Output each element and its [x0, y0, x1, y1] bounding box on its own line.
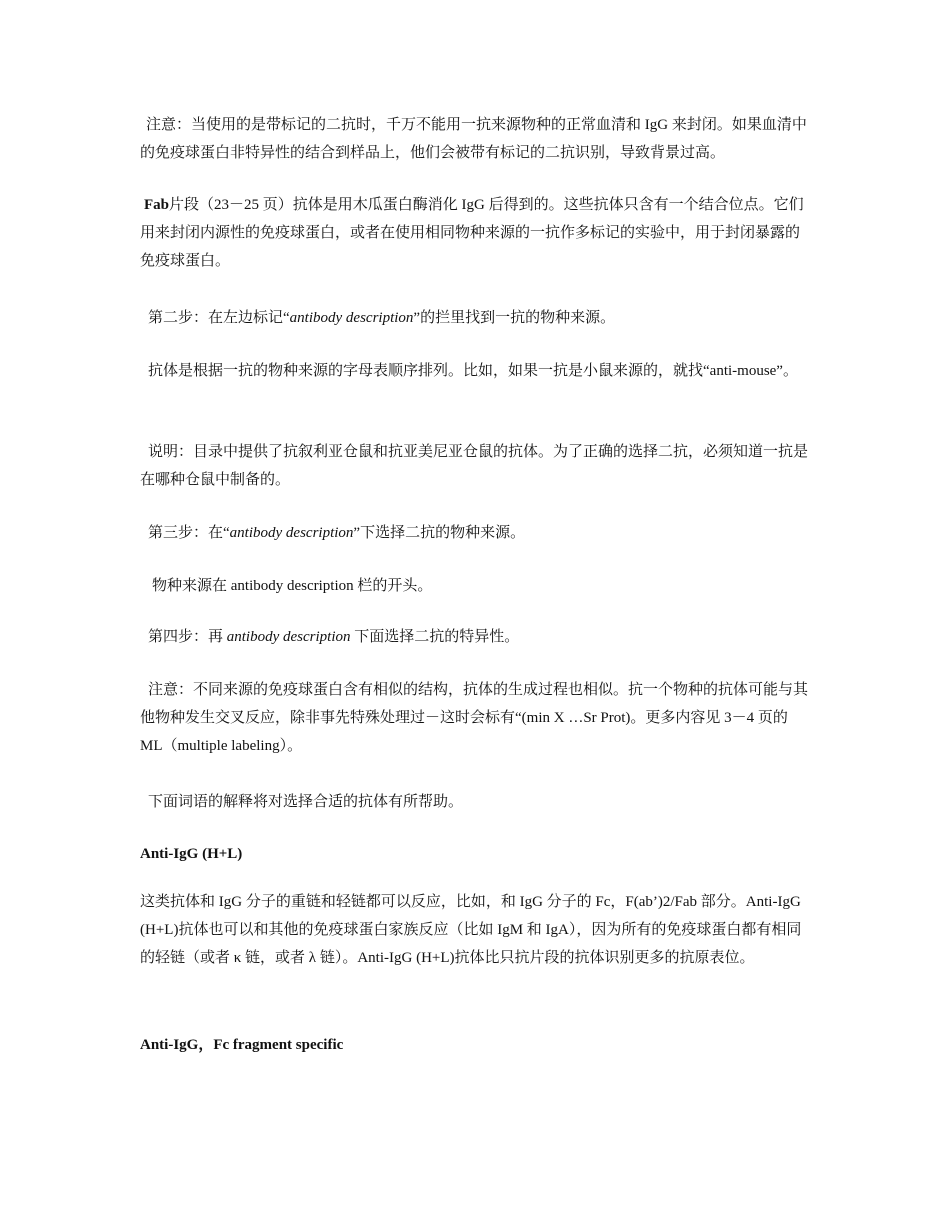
paragraph-text: 下面词语的解释将对选择合适的抗体有所帮助。 [148, 794, 464, 810]
paragraph-cross-reactivity-note [140, 676, 808, 760]
paragraph-note-secondary-labeled [140, 111, 808, 167]
antibody-description-term: antibody description [289, 310, 414, 326]
heading-text: Anti-IgG，Fc fragment specific [140, 1037, 344, 1053]
fab-term: Fab [144, 197, 170, 213]
paragraph-text: 抗体是根据一抗的物种来源的字母表顺序排列。比如，如果一抗是小鼠来源的，就找“anti-mouse”。 [148, 363, 798, 379]
paragraph-text: 注意：当使用的是带标记的二抗时，千万不能用一抗来源物种的正常血清和 IgG 来封闭。如果血清中的免疫球蛋白非特异性的结合到样品上，他们会被带有标记的二抗识别，导致背景过高。 [140, 117, 807, 161]
paragraph-text-post: ”下选择二抗的物种来源。 [353, 525, 526, 541]
paragraph-text: 物种来源在 antibody description 栏的开头。 [152, 578, 433, 594]
paragraph-text-post: 下面选择二抗的特异性。 [350, 629, 520, 645]
antibody-description-term: antibody description [226, 629, 351, 645]
paragraph-text-pre: 第四步：再 [148, 629, 227, 645]
paragraph-step-three [140, 519, 808, 547]
paragraph-text-post: ”的拦里找到一抗的物种来源。 [413, 310, 616, 326]
paragraph-step-two [140, 304, 808, 332]
paragraph-species-origin [140, 572, 808, 600]
paragraph-text: 这类抗体和 IgG 分子的重链和轻链都可以反应，比如，和 IgG 分子的 Fc，F(ab’)2/Fab 部分。Anti-IgG (H+L)抗体也可以和其他的免疫球蛋白家族反应（比如 IgM 和 IgA），因为所有的免疫球蛋白都有相同的轻链（或者 κ 链，或者 λ 链）。Anti-IgG (H+L)抗体比只抗片段的抗体识别更多的抗原表位。 [140, 894, 802, 966]
heading-anti-igg-fc [140, 1031, 808, 1059]
paragraph-text: 说明：目录中提供了抗叙利亚仓鼠和抗亚美尼亚仓鼠的抗体。为了正确的选择二抗，必须知道一抗是在哪种仓鼠中制备的。 [140, 444, 809, 488]
paragraph-text-pre: 第二步：在左边标记“ [148, 310, 290, 326]
paragraph-alphabetical-order [140, 357, 808, 385]
paragraph-terms-intro [140, 788, 808, 816]
paragraph-fab-fragment [140, 191, 808, 275]
paragraph-anti-igg-hl-description [140, 888, 808, 972]
paragraph-text: 片段（23－25 页）抗体是用木瓜蛋白酶消化 IgG 后得到的。这些抗体只含有一个结合位点。它们用来封闭内源性的免疫球蛋白，或者在使用相同物种来源的一抗作多标记的实验中，用于封闭暴露的免疫球蛋白。 [140, 197, 804, 269]
antibody-description-term: antibody description [229, 525, 354, 541]
heading-anti-igg-hl [140, 840, 808, 868]
paragraph-text: 注意：不同来源的免疫球蛋白含有相似的结构，抗体的生成过程也相似。抗一个物种的抗体可能与其他物种发生交叉反应，除非事先特殊处理过－这时会标有“(min X …Sr Prot)。更多内容见 3－4 页的 ML（multiple labeling）。 [140, 682, 809, 754]
paragraph-step-four [140, 623, 808, 651]
heading-text: Anti-IgG (H+L) [140, 846, 243, 862]
paragraph-text-pre: 第三步：在“ [148, 525, 230, 541]
paragraph-hamster-note [140, 438, 808, 494]
